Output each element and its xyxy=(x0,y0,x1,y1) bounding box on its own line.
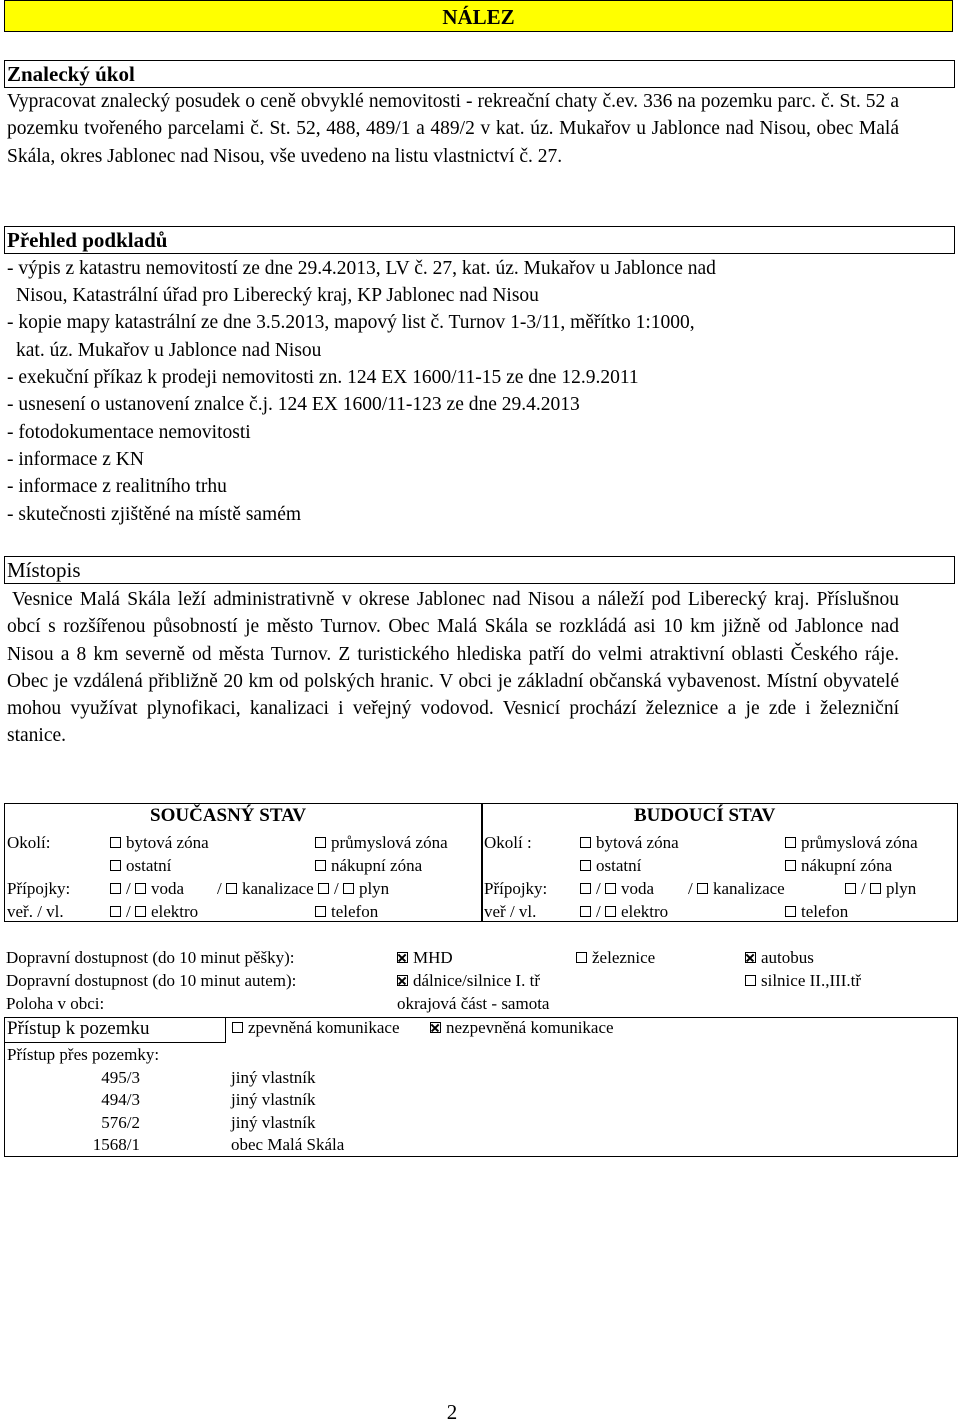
checkbox-icon[interactable] xyxy=(785,837,796,848)
page-number: 2 xyxy=(446,1400,458,1424)
future-okoli-label: Okolí : xyxy=(484,833,532,852)
checkbox-icon[interactable] xyxy=(110,883,121,894)
future-option-ostatni[interactable]: ostatní xyxy=(580,856,641,876)
checked-checkbox-icon[interactable] xyxy=(397,975,408,986)
checked-checkbox-icon[interactable] xyxy=(430,1022,441,1033)
option-telefon[interactable]: telefon xyxy=(315,902,378,922)
podklad-line: Nisou, Katastrální úřad pro Liberecký kraj, KP Jablonec nad Nisou xyxy=(16,285,539,306)
stav-divider xyxy=(481,803,483,922)
option-mhd[interactable]: MHD xyxy=(397,948,453,968)
checkbox-icon[interactable] xyxy=(870,883,881,894)
podklad-line: - informace z realitního trhu xyxy=(7,476,227,497)
option-kanalizace[interactable]: / kanalizace / plyn xyxy=(217,879,390,898)
checkbox-icon[interactable] xyxy=(135,906,146,917)
option-dalnice[interactable]: dálnice/silnice I. tř xyxy=(397,971,540,991)
option-zpevnena[interactable]: zpevněná komunikace xyxy=(232,1018,400,1038)
dostupnost-pesky-label: Dopravní dostupnost (do 10 minut pěšky): xyxy=(6,948,295,967)
podklad-line: - kopie mapy katastrální ze dne 3.5.2013, mapový list č. Turnov 1-3/11, měřítko 1:1000, xyxy=(7,312,695,333)
future-option-plyn[interactable]: / plyn xyxy=(845,879,916,899)
option-ostatni[interactable]: ostatní xyxy=(110,856,171,876)
future-state-heading: BUDOUCÍ STAV xyxy=(634,805,776,826)
parcel-owner: jiný vlastník xyxy=(231,1113,316,1132)
checkbox-icon[interactable] xyxy=(315,906,326,917)
checkbox-icon[interactable] xyxy=(315,860,326,871)
option-zeleznice[interactable]: železnice xyxy=(576,948,655,968)
okoli-label: Okolí: xyxy=(7,833,51,852)
future-option-kanalizace[interactable]: / kanalizace xyxy=(688,879,785,898)
checkbox-icon[interactable] xyxy=(226,883,237,894)
option-elektro[interactable]: / elektro xyxy=(110,902,198,922)
option-voda[interactable]: / voda xyxy=(110,879,184,899)
parcel-number: 1568/1 xyxy=(92,1135,140,1154)
checkbox-icon[interactable] xyxy=(785,906,796,917)
checkbox-icon[interactable] xyxy=(343,883,354,894)
pripojky-label: Přípojky: xyxy=(7,879,71,898)
checkbox-icon[interactable] xyxy=(318,883,329,894)
future-option-prumyslova-zona[interactable]: průmyslová zóna xyxy=(785,833,918,853)
option-nakupni-zona[interactable]: nákupní zóna xyxy=(315,856,422,876)
pristup-label: Přístup k pozemku xyxy=(7,1018,150,1039)
checkbox-icon[interactable] xyxy=(845,883,856,894)
future-option-elektro[interactable]: / elektro xyxy=(580,902,668,922)
future-ver-vl-label: veř / vl. xyxy=(484,902,537,921)
poloha-label: Poloha v obci: xyxy=(6,994,105,1013)
page-title: NÁLEZ xyxy=(4,0,953,32)
podklad-line: kat. úz. Mukařov u Jablonce nad Nisou xyxy=(16,340,322,361)
section-heading-podklady: Přehled podkladů xyxy=(4,226,955,254)
parcel-owner: jiný vlastník xyxy=(231,1068,316,1087)
checkbox-icon[interactable] xyxy=(110,906,121,917)
checkbox-icon[interactable] xyxy=(605,883,616,894)
parcel-number: 494/3 xyxy=(101,1090,140,1109)
option-prumyslova-zona[interactable]: průmyslová zóna xyxy=(315,833,448,853)
parcel-owner: obec Malá Skála xyxy=(231,1135,345,1154)
future-option-nakupni-zona[interactable]: nákupní zóna xyxy=(785,856,892,876)
pristup-pres-label: Přístup přes pozemky: xyxy=(7,1045,160,1064)
checkbox-icon[interactable] xyxy=(580,860,591,871)
future-option-telefon[interactable]: telefon xyxy=(785,902,848,922)
podklad-line: - fotodokumentace nemovitosti xyxy=(7,422,251,443)
podklad-line: - exekuční příkaz k prodeji nemovitosti zn. 124 EX 1600/11-15 ze dne 12.9.2011 xyxy=(7,367,639,388)
option-autobus[interactable]: autobus xyxy=(745,948,814,968)
future-option-bytova-zona[interactable]: bytová zóna xyxy=(580,833,679,853)
ver-vl-label: veř. / vl. xyxy=(7,902,64,921)
future-option-voda[interactable]: / voda xyxy=(580,879,654,899)
podklad-line: - skutečnosti zjištěné na místě samém xyxy=(7,504,302,525)
checkbox-icon[interactable] xyxy=(110,860,121,871)
checkbox-icon[interactable] xyxy=(135,883,146,894)
section-heading-ukol: Znalecký úkol xyxy=(4,60,955,88)
parcel-number: 495/3 xyxy=(101,1068,140,1087)
parcel-number: 576/2 xyxy=(101,1113,140,1132)
podklad-line: - usnesení o ustanovení znalce č.j. 124 EX 1600/11-123 ze dne 29.4.2013 xyxy=(7,394,580,415)
section-heading-mistopis: Místopis xyxy=(4,556,955,584)
dostupnost-autem-label: Dopravní dostupnost (do 10 minut autem): xyxy=(6,971,297,990)
poloha-value: okrajová část - samota xyxy=(397,994,550,1013)
checkbox-icon[interactable] xyxy=(745,975,756,986)
future-pripojky-label: Přípojky: xyxy=(484,879,548,898)
ukol-text: Vypracovat znalecký posudek o ceně obvyklé nemovitosti - rekreační chaty č.ev. 336 na pozemku parc. č. St. 52 a pozemku tvořeného parcelami č. St. 52, 488, 489/1 a 489/2 v kat. úz. Mukařov u Jablonce nad Nisou, obec Malá Skála, okres Jablonec nad Nisou, vše uvedeno na listu vlastnictví č. 27. xyxy=(7,91,899,167)
checkbox-icon[interactable] xyxy=(580,883,591,894)
parcel-owner: jiný vlastník xyxy=(231,1090,316,1109)
checked-checkbox-icon[interactable] xyxy=(397,952,408,963)
checkbox-icon[interactable] xyxy=(605,906,616,917)
current-state-heading: SOUČASNÝ STAV xyxy=(150,805,307,826)
checkbox-icon[interactable] xyxy=(580,837,591,848)
option-silnice[interactable]: silnice II.,III.tř xyxy=(745,971,861,991)
checkbox-icon[interactable] xyxy=(232,1022,243,1033)
podklad-line: - informace z KN xyxy=(7,449,144,470)
option-nezpevnena[interactable]: nezpevněná komunikace xyxy=(430,1018,614,1038)
checkbox-icon[interactable] xyxy=(697,883,708,894)
checked-checkbox-icon[interactable] xyxy=(745,952,756,963)
option-bytova-zona[interactable]: bytová zóna xyxy=(110,833,209,853)
checkbox-icon[interactable] xyxy=(576,952,587,963)
checkbox-icon[interactable] xyxy=(580,906,591,917)
podklad-line: - výpis z katastru nemovitostí ze dne 29.4.2013, LV č. 27, kat. úz. Mukařov u Jablonce nad xyxy=(7,258,716,279)
checkbox-icon[interactable] xyxy=(110,837,121,848)
checkbox-icon[interactable] xyxy=(785,860,796,871)
checkbox-icon[interactable] xyxy=(315,837,326,848)
mistopis-text: Vesnice Malá Skála leží administrativně v okrese Jablonec nad Nisou a náleží pod Liberecký kraj. Příslušnou obcí s rozšířenou působností je město Turnov. Obec Malá Skála se rozkládá asi 10 km jižně od Jablonce nad Nisou a 8 km severně od města Turnov. Z turistického hlediska patří do velmi atraktivní oblasti Českého ráje. Obec je vzdálená přibližně 20 km od polských hranic. V obci je základní občanská vybavenost. Místní obyvatelé mohou využívat plynofikaci, kanalizaci i veřejný vodovod. Vesnicí prochází železnice a je zde i železniční stanice. xyxy=(7,589,899,747)
